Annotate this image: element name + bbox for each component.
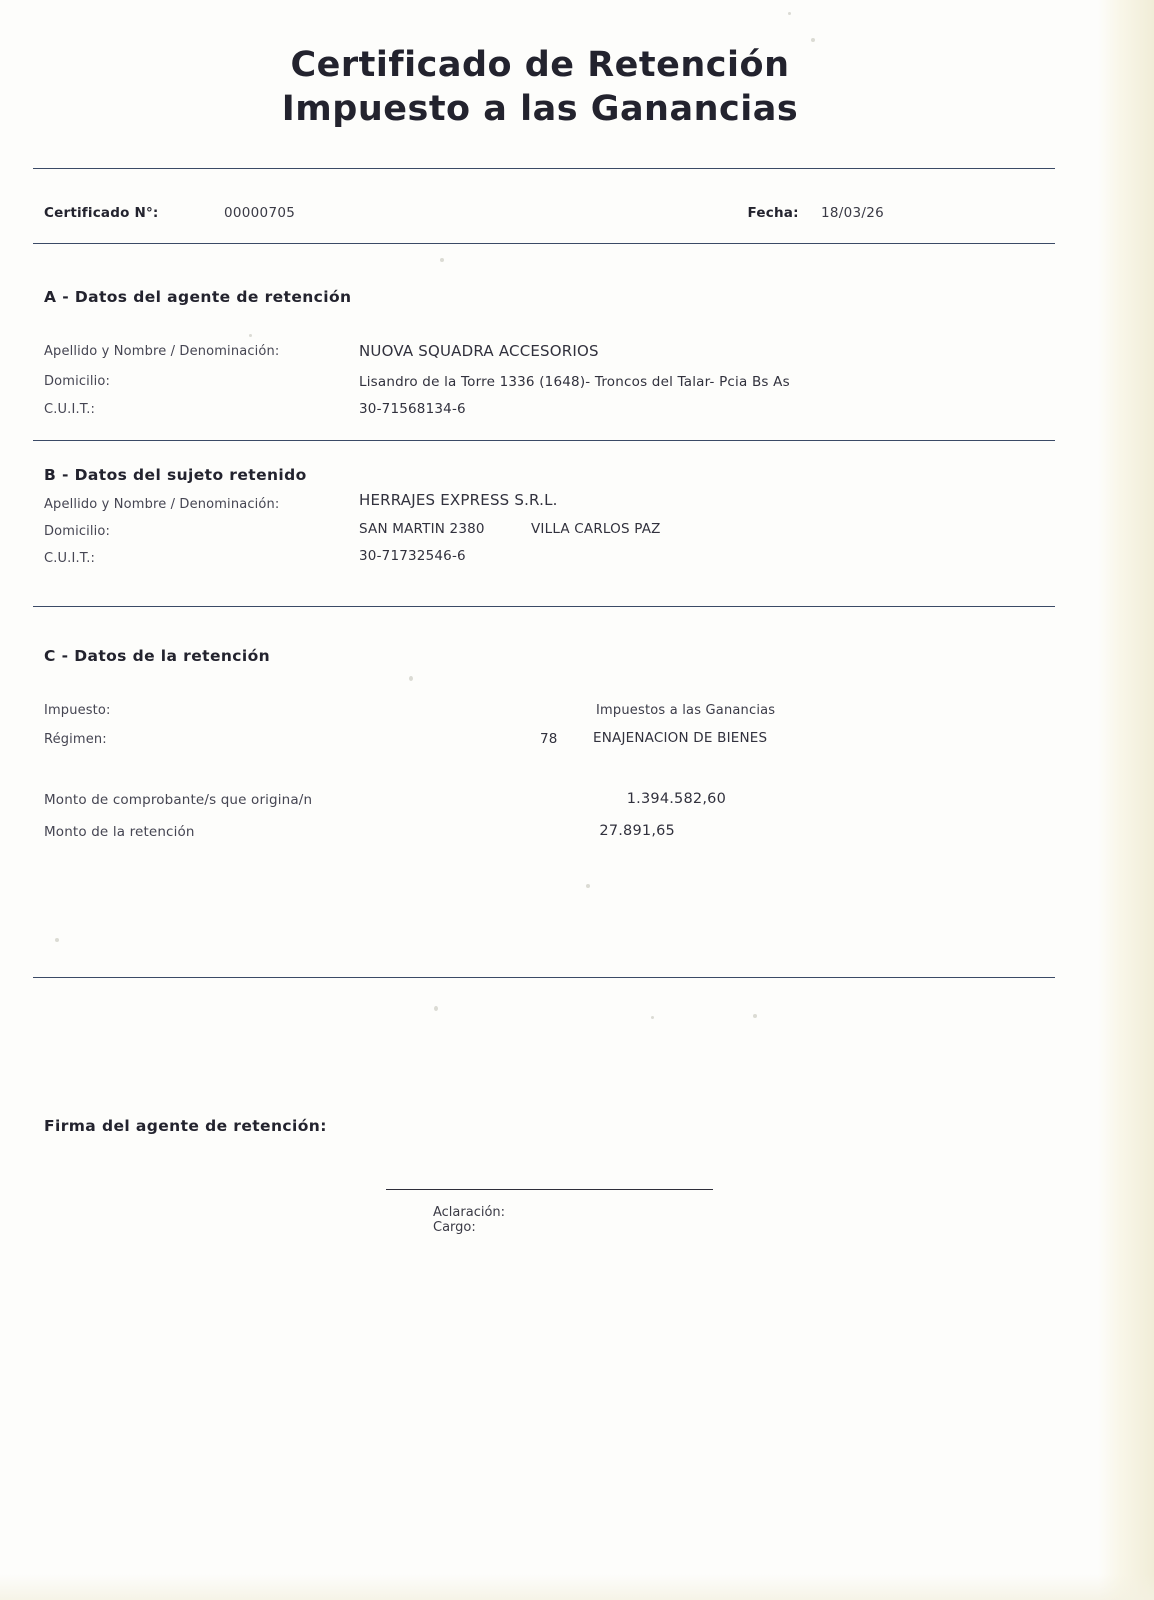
certificate-number-group [44,205,296,221]
subject-cuit-label: C.U.I.T.: [44,551,96,566]
regime-description-value: ENAJENACION DE BIENES [593,730,768,746]
voucher-amount-label: Monto de comprobante/s que origina/n [44,792,313,808]
certificate-date-group [748,205,884,221]
subject-city-value: VILLA CARLOS PAZ [531,521,661,537]
agent-address-value: Lisandro de la Torre 1336 (1648)- Troncos del Talar- Pcia Bs As [359,374,790,390]
title-line-1: Certificado de Retención [290,45,790,85]
signature-position-label: Cargo: [433,1220,476,1235]
tax-value: Impuestos a las Ganancias [596,703,776,718]
subject-address-value: SAN MARTIN 2380 [359,521,485,537]
section-a-heading: A - Datos del agente de retención [44,288,352,306]
page-title [0,44,1100,132]
divider-section-c [33,977,1055,978]
divider-section-a [33,440,1055,441]
divider-header [33,243,1055,244]
signature-clarification-label: Aclaración: [433,1205,506,1220]
signature-heading: Firma del agente de retención: [44,1117,327,1135]
agent-address-label: Domicilio: [44,374,111,389]
page-edge-shadow [1098,0,1154,1600]
divider-top [33,168,1055,169]
regime-label: Régimen: [44,732,107,747]
section-b-heading: B - Datos del sujeto retenido [44,466,307,484]
scan-speck [440,258,444,262]
agent-cuit-label: C.U.I.T.: [44,402,96,417]
withholding-amount-value: 27.891,65 [599,823,675,839]
subject-name-value: HERRAJES EXPRESS S.R.L. [359,491,558,509]
certificate-number-value: 00000705 [224,205,296,221]
agent-name-value: NUOVA SQUADRA ACCESORIOS [359,342,599,360]
certificate-date-value: 18/03/26 [820,205,884,221]
withholding-amount-label: Monto de la retención [44,824,195,840]
divider-section-b [33,606,1055,607]
section-c-heading: C - Datos de la retención [44,647,271,665]
voucher-amount-value: 1.394.582,60 [626,791,726,807]
subject-name-label: Apellido y Nombre / Denominación: [44,497,280,512]
scan-speck [586,884,590,888]
certificate-date-label: Fecha: [747,205,799,221]
agent-name-label: Apellido y Nombre / Denominación: [44,344,280,359]
subject-cuit-value: 30-71732546-6 [359,548,466,564]
scan-speck [249,334,252,337]
page-bottom-shadow [0,1574,1154,1600]
signature-line [386,1189,713,1190]
scan-speck [409,676,413,681]
scan-speck [753,1014,757,1018]
scan-speck [651,1016,654,1019]
certificate-number-label: Certificado N°: [44,205,159,221]
title-line-2: Impuesto a las Ganancias [281,88,799,129]
scan-speck [55,938,59,942]
subject-address-label: Domicilio: [44,524,111,539]
scan-speck [811,38,815,42]
regime-code-value: 78 [540,731,558,747]
scan-speck [434,1006,438,1011]
tax-label: Impuesto: [44,703,111,718]
scan-speck [788,12,791,15]
agent-cuit-value: 30-71568134-6 [359,401,466,417]
